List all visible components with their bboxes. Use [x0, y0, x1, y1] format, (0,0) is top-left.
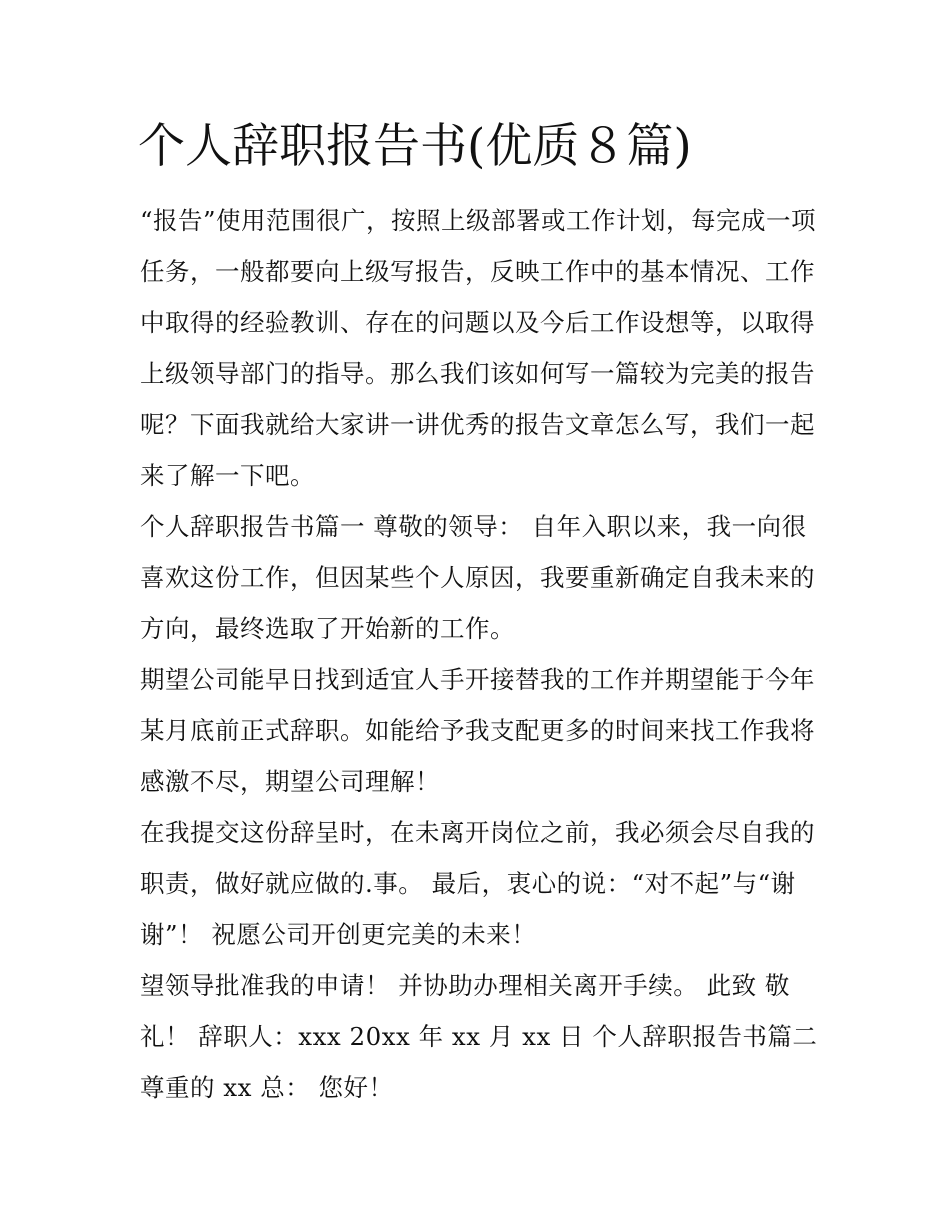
document-title: 个人辞职报告书(优质８篇)	[138, 119, 692, 174]
paragraph-duties-thanks: 在我提交这份辞呈时，在未离开岗位之前，我必须会尽自我的职责，做好就应做的.事。 最后，衷心的说：“对不起”与“谢谢”！ 祝愿公司开创更完美的未来！	[140, 818, 815, 949]
paragraph-letter-one-opening: 个人辞职报告书篇一 尊敬的领导： 自年入职以来，我一向很喜欢这份工作，但因某些个人原因，我要重新确定自我未来的方向，最终选取了开始新的工作。	[140, 512, 815, 643]
paragraph-replacement-request: 期望公司能早日找到适宜人手开接替我的工作并期望能于今年某月底前正式辞职。如能给予我支配更多的时间来找工作我将感激不尽，期望公司理解！	[140, 665, 815, 796]
paragraph-intro: “报告”使用范围很广，按照上级部署或工作计划，每完成一项任务，一般都要向上级写报告，反映工作中的基本情况、工作中取得的经验教训、存在的问题以及今后工作设想等，以取得上级领导部门的指导。那么我们该如何写一篇较为完美的报告呢？下面我就给大家讲一讲优秀的报告文章怎么写，我们一起来了解一下吧。	[140, 206, 817, 490]
document-body	[140, 195, 820, 1113]
paragraph-closing: 望领导批准我的申请！ 并协助办理相关离开手续。 此致 敬礼！ 辞职人：xxx 20xx 年 xx 月 xx 日 个人辞职报告书篇二 尊重的 xx 总： 您好！	[140, 971, 818, 1102]
